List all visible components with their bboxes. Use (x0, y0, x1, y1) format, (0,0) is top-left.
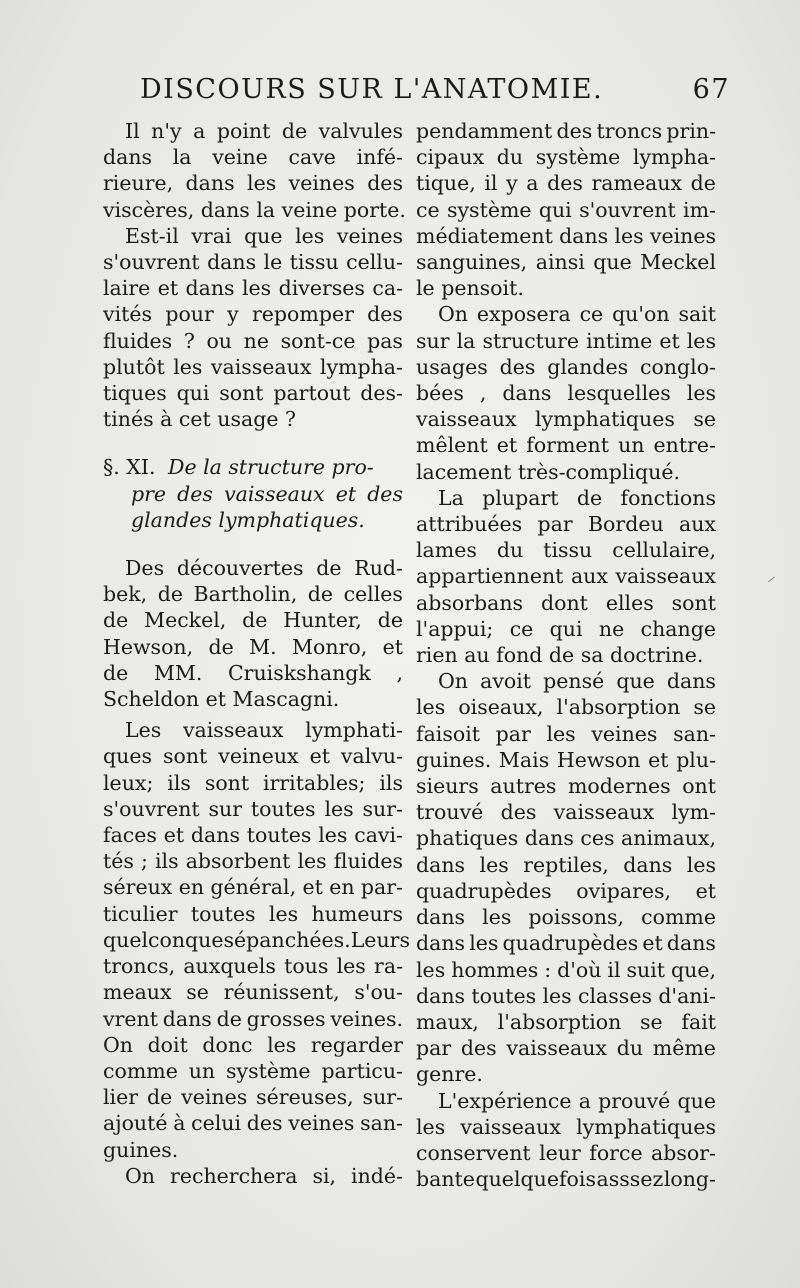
text-line: On doit donc les regarder (103, 1032, 403, 1057)
text-line: bek, de Bartholin, de celles (103, 582, 403, 607)
text-line: viscères, dans la veine porte. (103, 197, 406, 222)
text-line: fluides ? ou ne sont-ce pas (103, 328, 403, 353)
text-line: vaisseaux lymphatiques se (416, 407, 716, 432)
text-line: séreux en général, et en par- (103, 875, 403, 900)
text-line: Des découvertes de Rud- (125, 556, 403, 581)
page-header (140, 74, 730, 114)
text-line: tiques qui sont partout des- (103, 381, 403, 406)
text-line: laire et dans les diverses ca- (103, 276, 403, 301)
text-line: dans la veine cave infé- (103, 145, 403, 170)
text-line: absorbans dont elles sont (416, 590, 716, 615)
text-line: quelconques épanchées.Leurs (103, 927, 410, 952)
text-line: médiatement dans les veines (416, 223, 716, 248)
left-column (103, 118, 410, 1189)
text-line: maux, l'absorption se fait (416, 1009, 716, 1034)
text-line: faisoit par les veines san- (416, 721, 716, 746)
text-line: ajouté à celui des veines san- (103, 1111, 403, 1136)
text-line: guines. (103, 1137, 179, 1162)
text-line: le pensoit. (416, 276, 524, 301)
section-heading-line: pre des vaisseaux et des (131, 481, 403, 506)
text-line: leux; ils sont irritables; ils (103, 770, 403, 795)
page-number: 67 (692, 74, 730, 105)
text-line: dans les poissons, comme (416, 905, 716, 930)
text-line: sanguines, ainsi que Meckel (416, 250, 716, 275)
text-line: sur la structure intime et les (416, 328, 716, 353)
text-line: tés ; ils absorbent les fluides (103, 849, 403, 874)
text-line: ce système qui s'ouvrent im- (416, 197, 716, 222)
text-line: de MM. Cruiskshangk , (103, 660, 403, 685)
text-line: plutôt les vaisseaux lympha- (103, 354, 403, 379)
text-line: Scheldon et Mascagni. (103, 687, 340, 712)
text-line: de Meckel, de Hunter, de (103, 608, 403, 633)
text-line: La plupart de fonctions (438, 485, 716, 510)
text-line: trouvé des vaisseaux lym- (416, 800, 716, 825)
text-line: lames du tissu cellulaire, (416, 538, 716, 563)
spacer (103, 533, 403, 555)
text-line: par des vaisseaux du même (416, 1036, 716, 1061)
text-line: Est-il vrai que les veines (125, 223, 403, 248)
text-line: rien au fond de sa doctrine. (416, 643, 704, 668)
text-line: lacement très-compliqué. (416, 459, 681, 484)
text-line: genre. (416, 1062, 483, 1087)
text-line: tique, il y a des rameaux de (416, 171, 716, 196)
text-line: bées , dans lesquelles les (416, 381, 716, 406)
text-line: Il n'y a point de valvules (125, 119, 403, 143)
text-line: attribuées par Bordeu aux (416, 512, 716, 537)
text-line: Les vaisseaux lymphati- (125, 718, 403, 743)
paper-mark (768, 576, 780, 588)
section-heading-line: glandes lymphatiques. (131, 507, 365, 532)
text-line: l'appui; ce qui ne change (416, 616, 716, 641)
right-column (416, 118, 716, 1192)
text-line: vrent dans de grosses veines. (103, 1006, 403, 1031)
text-line: phatiques dans ces animaux, (416, 826, 716, 851)
text-line: guines. Mais Hewson et plu- (416, 747, 716, 772)
text-line: s'ouvrent sur toutes les sur- (103, 796, 403, 821)
text-line: On avoit pensé que dans (438, 669, 716, 694)
text-line: comme un système particu- (103, 1058, 403, 1083)
text-line: s'ouvrent dans le tissu cellu- (103, 250, 403, 275)
text-line: tinés à cet usage ? (103, 407, 296, 432)
text-line: les oiseaux, l'absorption se (416, 695, 716, 720)
text-line: conservent leur force absor- (416, 1140, 716, 1165)
text-line: bante quelquefois asssez long- (416, 1167, 716, 1192)
text-line: dans toutes les classes d'ani- (416, 983, 716, 1008)
running-title: DISCOURS SUR L'ANATOMIE. (140, 74, 604, 105)
text-line: lier de veines séreuses, sur- (103, 1085, 403, 1110)
text-line: ques sont veineux et valvu- (103, 744, 403, 769)
text-line: pendamment des troncs prin- (416, 119, 716, 143)
text-line: vités pour y repomper des (103, 302, 403, 327)
spacer (103, 432, 403, 454)
text-line: On exposera ce qu'on sait (438, 302, 716, 327)
text-line: mêlent et forment un entre- (416, 433, 716, 458)
text-line: les hommes : d'où il suit que, (416, 957, 716, 982)
text-line: L'expérience a prouvé que (438, 1088, 716, 1113)
text-line: On recherchera si, indé- (125, 1163, 403, 1188)
text-line: cipaux du système lympha- (416, 145, 716, 170)
section-heading-line: §. XI. De la structure pro- (103, 455, 374, 480)
text-line: faces et dans toutes les cavi- (103, 823, 403, 848)
text-line: Hewson, de M. Monro, et (103, 634, 403, 659)
text-line: troncs, auxquels tous les ra- (103, 954, 403, 979)
text-line: appartiennent aux vaisseaux (416, 564, 716, 589)
text-line: ticulier toutes les humeurs (103, 901, 403, 926)
text-line: usages des glandes conglo- (416, 354, 716, 379)
text-line: les vaisseaux lymphatiques (416, 1114, 716, 1139)
text-line: meaux se réunissent, s'ou- (103, 980, 403, 1005)
text-line: quadrupèdes ovipares, et (416, 878, 716, 903)
text-line: dans les quadrupèdes et dans (416, 931, 716, 956)
text-line: sieurs autres modernes ont (416, 774, 716, 799)
text-line: rieure, dans les veines des (103, 171, 403, 196)
text-line: dans les reptiles, dans les (416, 852, 716, 877)
